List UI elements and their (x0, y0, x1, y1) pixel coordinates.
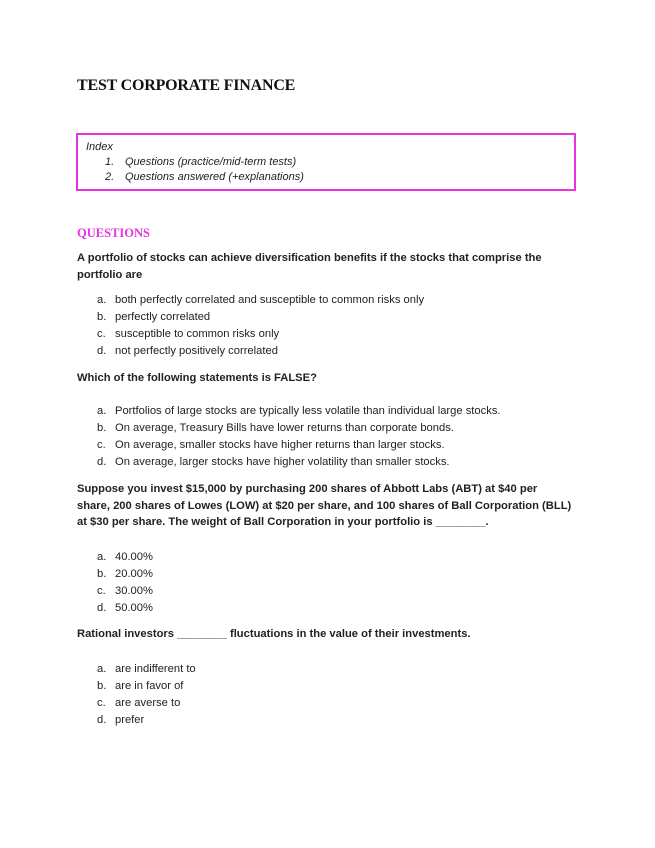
option-letter: a. (97, 405, 107, 417)
option-text: prefer (115, 714, 145, 726)
answer-option (97, 583, 153, 600)
option-letter: b. (97, 311, 107, 323)
option-text: not perfectly positively correlated (115, 345, 278, 357)
option-text: perfectly correlated (115, 311, 211, 323)
answer-option (97, 292, 424, 309)
answer-options (97, 549, 153, 617)
option-text: are averse to (115, 697, 181, 709)
option-text: are indifferent to (115, 663, 196, 675)
option-text: On average, smaller stocks have higher returns than larger stocks. (115, 439, 445, 451)
index-list (86, 155, 566, 185)
option-letter: d. (97, 456, 107, 468)
answer-options (97, 661, 196, 729)
answer-option (97, 326, 424, 343)
option-text: On average, Treasury Bills have lower returns than corporate bonds. (115, 422, 454, 434)
index-item (86, 155, 566, 170)
answer-option (97, 678, 196, 695)
question-text: Rational investors ________ fluctuations in the value of their investments. (77, 628, 471, 640)
option-text: susceptible to common risks only (115, 328, 280, 340)
option-letter: c. (97, 328, 106, 340)
option-text: both perfectly correlated and susceptible to common risks only (115, 294, 425, 306)
index-box (76, 133, 576, 191)
answer-option (97, 309, 424, 326)
option-text: Portfolios of large stocks are typically less volatile than individual large stocks. (115, 405, 501, 417)
question-text: A portfolio of stocks can achieve diversification benefits if the stocks that comprise the portfolio are (77, 252, 542, 281)
option-letter: a. (97, 551, 107, 563)
answer-option (97, 695, 196, 712)
option-letter: c. (97, 585, 106, 597)
option-letter: d. (97, 602, 107, 614)
option-text: 50.00% (115, 602, 153, 614)
option-letter: b. (97, 680, 107, 692)
option-text: 40.00% (115, 551, 153, 563)
answer-option (97, 566, 153, 583)
answer-option (97, 403, 501, 420)
option-text: 20.00% (115, 568, 153, 580)
question-text: Suppose you invest $15,000 by purchasing 200 shares of Abbott Labs (ABT) at $40 per share, 200 shares of Lowes (LOW) at $20 per share, and 100 shares of Ball Corporation (BLL) at $30 per share. The weight of Ball Corporation in your portfolio is ________. (77, 483, 572, 529)
answer-option (97, 600, 153, 617)
answer-options (97, 403, 501, 471)
option-letter: b. (97, 422, 107, 434)
option-letter: d. (97, 714, 107, 726)
index-item-number: 1. (105, 156, 115, 168)
option-letter: d. (97, 345, 107, 357)
option-text: On average, larger stocks have higher volatility than smaller stocks. (115, 456, 450, 468)
question-text: Which of the following statements is FALSE? (77, 372, 317, 384)
option-letter: a. (97, 294, 107, 306)
index-label: Index (86, 141, 113, 153)
index-item-text: Questions (practice/mid-term tests) (125, 156, 297, 168)
answer-option (97, 712, 196, 729)
answer-option (97, 420, 501, 437)
option-text: are in favor of (115, 680, 184, 692)
answer-option (97, 549, 153, 566)
answer-options (97, 292, 424, 360)
answer-option (97, 454, 501, 471)
index-item-number: 2. (105, 171, 115, 183)
section-heading-questions: QUESTIONS (77, 226, 150, 240)
option-letter: c. (97, 697, 106, 709)
index-item-text: Questions answered (+explanations) (125, 171, 304, 183)
document-title: TEST CORPORATE FINANCE (77, 77, 296, 94)
option-letter: b. (97, 568, 107, 580)
index-item (86, 170, 566, 185)
option-text: 30.00% (115, 585, 153, 597)
answer-option (97, 343, 424, 360)
answer-option (97, 437, 501, 454)
option-letter: c. (97, 439, 106, 451)
answer-option (97, 661, 196, 678)
option-letter: a. (97, 663, 107, 675)
